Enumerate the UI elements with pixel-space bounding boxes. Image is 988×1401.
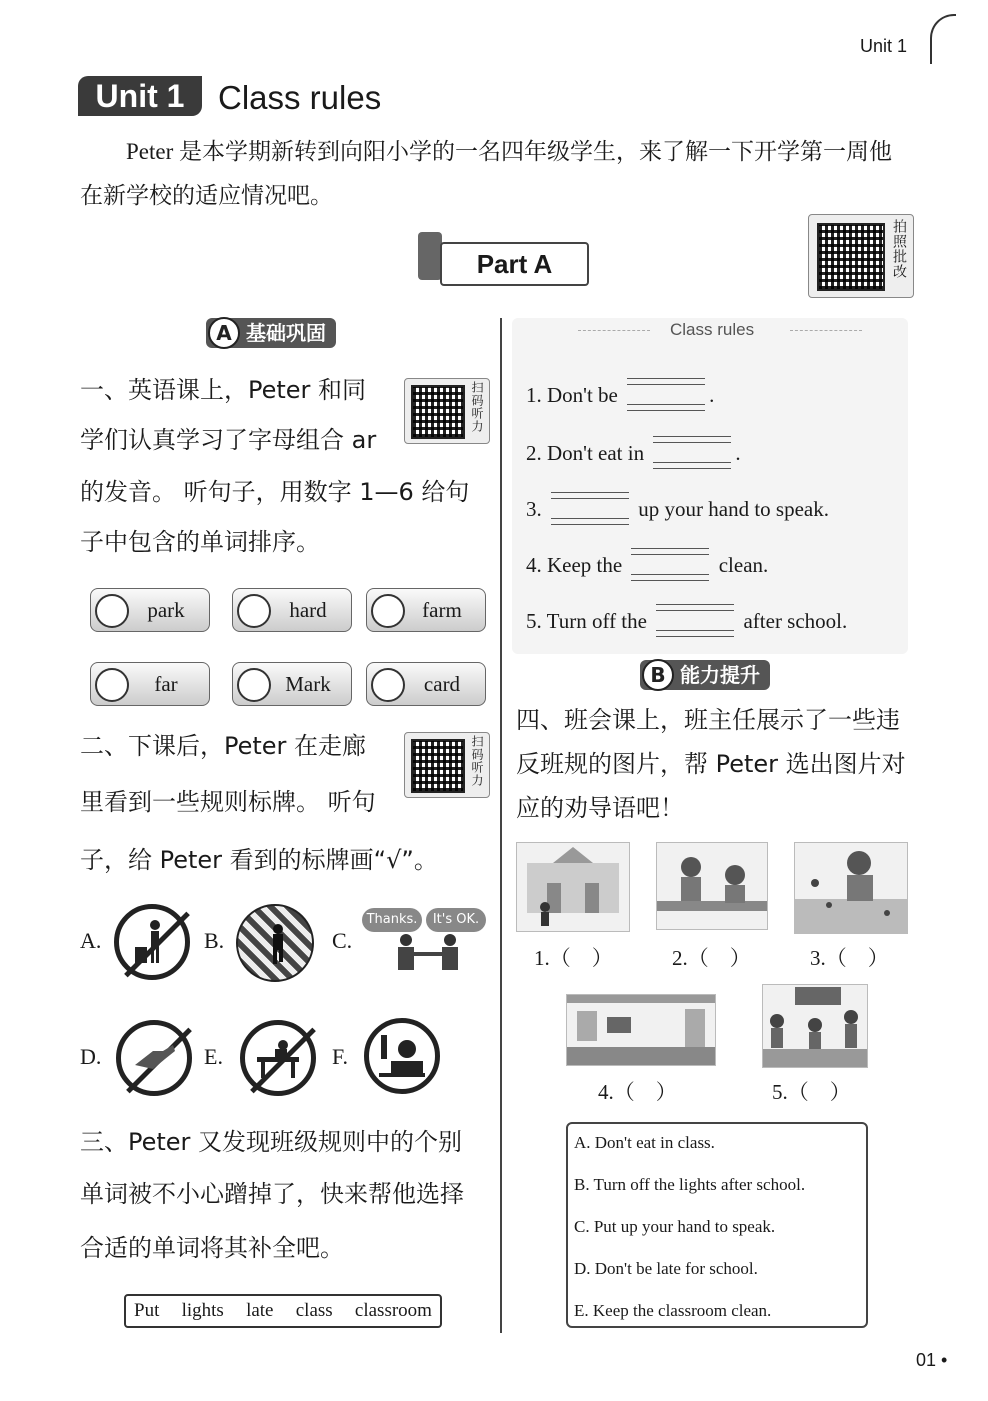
rule-3 bbox=[526, 492, 829, 530]
qr-caption: 拍照批改 bbox=[891, 219, 907, 279]
word-label: hard bbox=[289, 598, 327, 622]
rule-text: 4. Keep the bbox=[526, 552, 623, 577]
rule-text: 3. bbox=[526, 496, 542, 521]
qr-code-icon bbox=[411, 385, 465, 439]
section-b-label: 能力提升 bbox=[680, 663, 760, 687]
no-littering-sign-icon[interactable] bbox=[114, 904, 190, 980]
rule-text: 5. Turn off the bbox=[526, 608, 647, 633]
sign-label-b: B. bbox=[204, 928, 225, 953]
rule-text: 2. Don't eat in bbox=[526, 440, 645, 465]
q4-line-2: 反班规的图片，帮 Peter 选出图片对 bbox=[516, 750, 906, 778]
picture-late-for-school bbox=[516, 842, 630, 932]
word-label: park bbox=[147, 598, 185, 622]
q1-line-2: 学们认真学习了字母组合 ar bbox=[80, 426, 377, 454]
q2-line-3: 子，给 Peter 看到的标牌画“√”。 bbox=[80, 846, 438, 874]
rules-title-rule-right bbox=[790, 330, 862, 331]
answer-circle[interactable] bbox=[237, 594, 271, 628]
word-label: farm bbox=[422, 598, 462, 622]
word-pill-far[interactable] bbox=[90, 662, 210, 706]
qr-caption: 扫码听力 bbox=[470, 381, 484, 433]
rule-text: . bbox=[735, 440, 741, 465]
rule-4 bbox=[526, 548, 768, 586]
word-label: Mark bbox=[285, 672, 331, 696]
word-bank-item: Put bbox=[134, 1300, 160, 1321]
intro-paragraph: Peter 是本学期新转到向阳小学的一名四年级学生，来了解一下开学第一周他在新学校的适应情况吧。 bbox=[80, 139, 893, 208]
part-heading: Part A bbox=[440, 242, 589, 286]
q2-line-2: 里看到一些规则标牌。 听句 bbox=[80, 788, 376, 816]
sign-label-f: F. bbox=[332, 1044, 348, 1069]
page-number-text: 01 bbox=[916, 1350, 937, 1370]
word-pill-farm[interactable] bbox=[366, 588, 486, 632]
picture-lights-on bbox=[566, 994, 716, 1066]
part-tab-decoration bbox=[418, 232, 442, 280]
two-people-icon[interactable] bbox=[394, 934, 464, 970]
page-number: 01 • bbox=[916, 1350, 948, 1370]
picture-eating-in-class bbox=[656, 842, 768, 930]
option-d: D. Don't be late for school. bbox=[574, 1259, 758, 1278]
picture-speaking-without-hand bbox=[762, 984, 868, 1068]
section-b-badge bbox=[640, 660, 770, 690]
q3-line-3: 合适的单词将其补全吧。 bbox=[80, 1234, 344, 1262]
rules-title: Class rules bbox=[670, 320, 755, 339]
picture-messy-desk bbox=[794, 842, 908, 934]
raise-hand-sign-icon[interactable] bbox=[364, 1018, 440, 1094]
sign-label-d: D. bbox=[80, 1044, 102, 1069]
picture-answer-4[interactable]: 4.（ ） bbox=[598, 1080, 677, 1104]
word-pill-mark[interactable] bbox=[232, 662, 352, 706]
answer-blank[interactable] bbox=[551, 492, 629, 530]
option-e: E. Keep the classroom clean. bbox=[574, 1301, 772, 1320]
option-a: A. Don't eat in class. bbox=[574, 1133, 715, 1152]
q1-line-1: 一、英语课上，Peter 和同 bbox=[80, 376, 367, 404]
q3-line-1: 三、Peter 又发现班级规则中的个别 bbox=[80, 1128, 463, 1156]
q4-line-1: 四、班会课上，班主任展示了一些违 bbox=[516, 706, 900, 734]
word-pill-card[interactable] bbox=[366, 662, 486, 706]
answer-blank[interactable] bbox=[656, 604, 734, 642]
picture-answer-2[interactable]: 2.（ ） bbox=[672, 946, 751, 970]
rule-text: after school. bbox=[743, 608, 848, 633]
sign-label-a: A. bbox=[80, 928, 102, 953]
picture-answer-3[interactable]: 3.（ ） bbox=[810, 946, 889, 970]
answer-blank[interactable] bbox=[653, 436, 731, 474]
qr-code-icon bbox=[817, 223, 885, 291]
picture-answer-1[interactable]: 1.（ ） bbox=[534, 946, 613, 970]
no-hitting-sign-icon[interactable] bbox=[116, 1020, 192, 1096]
sign-label-e: E. bbox=[204, 1044, 223, 1069]
photo-grading-qr[interactable] bbox=[808, 214, 914, 298]
answer-circle[interactable] bbox=[237, 668, 271, 702]
rule-2 bbox=[526, 436, 741, 474]
rule-5 bbox=[526, 604, 847, 642]
sign-label-c: C. bbox=[332, 928, 353, 953]
word-bank-item: classroom bbox=[354, 1300, 432, 1321]
speech-bubble-thanks: Thanks. bbox=[362, 908, 422, 932]
q2-line-1: 二、下课后，Peter 在走廊 bbox=[80, 732, 367, 760]
rule-text: 1. Don't be bbox=[526, 382, 618, 407]
word-label: far bbox=[154, 672, 178, 696]
no-climbing-sign-icon[interactable] bbox=[240, 1020, 316, 1096]
header-corner-decoration bbox=[930, 14, 956, 64]
running-header: Unit 1 bbox=[860, 36, 908, 56]
q2-listen-qr[interactable] bbox=[404, 732, 490, 798]
qr-caption: 扫码听力 bbox=[470, 735, 484, 787]
section-a-label: 基础巩固 bbox=[246, 321, 326, 345]
section-a-letter: A bbox=[208, 317, 240, 349]
rule-text: up your hand to speak. bbox=[638, 496, 829, 521]
option-c: C. Put up your hand to speak. bbox=[574, 1217, 776, 1236]
q1-listen-qr[interactable] bbox=[404, 378, 490, 444]
rule-text: . bbox=[709, 382, 715, 407]
answer-circle[interactable] bbox=[95, 668, 129, 702]
word-pill-park[interactable] bbox=[90, 588, 210, 632]
options-box bbox=[566, 1122, 868, 1328]
answer-blank[interactable] bbox=[627, 378, 705, 416]
answer-circle[interactable] bbox=[95, 594, 129, 628]
rule-text: clean. bbox=[718, 552, 769, 577]
q1-line-4: 子中包含的单词排序。 bbox=[80, 528, 320, 556]
option-b: B. Turn off the lights after school. bbox=[574, 1175, 806, 1194]
q4-line-3: 应的劝导语吧！ bbox=[516, 794, 684, 822]
answer-circle[interactable] bbox=[371, 668, 405, 702]
word-pill-hard[interactable] bbox=[232, 588, 352, 632]
column-divider bbox=[500, 318, 502, 1333]
rule-1 bbox=[526, 378, 714, 416]
stairs-sign-icon[interactable] bbox=[236, 904, 314, 982]
word-bank-item: class bbox=[295, 1300, 333, 1321]
q3-line-2: 单词被不小心蹭掉了，快来帮他选择 bbox=[80, 1180, 464, 1208]
word-bank bbox=[124, 1294, 442, 1328]
unit-badge: Unit 1 bbox=[78, 76, 202, 116]
section-a-badge bbox=[206, 318, 336, 348]
rules-title-rule-left bbox=[578, 330, 650, 331]
speech-bubble-ok: It's OK. bbox=[426, 908, 486, 932]
page-title: Class rules bbox=[218, 79, 382, 116]
word-bank-item: late bbox=[246, 1300, 274, 1321]
section-b-letter: B bbox=[642, 659, 674, 691]
answer-blank[interactable] bbox=[631, 548, 709, 586]
picture-answer-5[interactable]: 5.（ ） bbox=[772, 1080, 851, 1104]
answer-circle[interactable] bbox=[371, 594, 405, 628]
qr-code-icon bbox=[411, 739, 465, 793]
q1-line-3: 的发音。 听句子，用数字 1—6 给句 bbox=[80, 478, 470, 506]
word-bank-item: lights bbox=[181, 1300, 224, 1321]
word-label: card bbox=[423, 672, 461, 696]
